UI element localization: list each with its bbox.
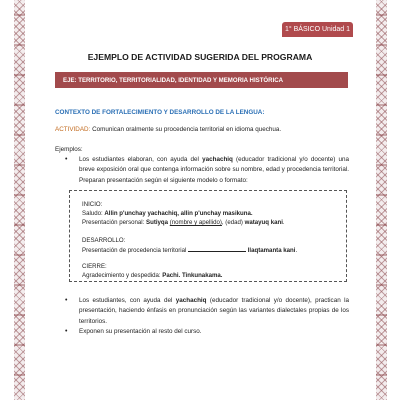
eje-text: EJE: TERRITORIO, TERRITORIALIDAD, IDENTIDAD Y MEMORIA HISTÓRICA — [63, 76, 284, 84]
activity-text: Comunican oralmente su procedencia territorial en idioma quechua. — [90, 126, 282, 133]
presentacion-line — [82, 218, 285, 228]
term-yachachiq: yachachiq — [202, 156, 233, 163]
term-yachachiq: yachachiq — [175, 297, 207, 304]
eje-banner — [55, 72, 348, 88]
text-segment: . — [295, 247, 298, 254]
saludo-text: Allin p'unchay yachachiq, allin p'unchay masikuna. — [104, 210, 253, 217]
despedida-line — [82, 271, 222, 281]
examples-label: Ejemplos: — [55, 146, 83, 153]
presentation-model-box — [69, 190, 347, 282]
bullet-icon: • — [65, 328, 68, 335]
decorative-border-left — [14, 0, 25, 400]
activity-label: ACTIVIDAD: — [55, 126, 91, 133]
bullet-icon: • — [65, 297, 68, 304]
text-segment: Los estudiantes, con ayuda del — [79, 297, 176, 304]
procedencia-line — [82, 245, 297, 256]
cierre-label: CIERRE: — [82, 263, 107, 270]
list-item-text — [79, 155, 349, 186]
text-segment: (educador tradicional y/o docente) una breve exposición oral que contenga información sobre su nombre, edad y procedencia territorial. Preparan presentación según el siguiente modelo o formato: — [79, 156, 350, 184]
sutiyqa-text: Sutiyqa — [146, 219, 169, 226]
blank-line — [188, 245, 246, 252]
despedida-label: Agradecimiento y despedida: — [82, 272, 163, 279]
text-segment: Los estudiantes elaboran, con ayuda del — [79, 156, 203, 163]
bullet-icon: • — [65, 156, 68, 163]
activity-line — [55, 126, 281, 133]
page-title: EJEMPLO DE ACTIVIDAD SUGERIDA DEL PROGRAMA — [87, 52, 313, 62]
text-segment: (educador tradicional y/o docente), practican la presentación, haciendo énfasis en pronunciación según las variantes dialectales propias de los territorios. — [79, 297, 349, 325]
saludo-label: Saludo: — [82, 210, 105, 217]
edad-placeholder: , (edad) — [221, 219, 245, 226]
list-item-text: Exponen su presentación al resto del curso. — [79, 328, 202, 335]
decorative-border-right — [376, 0, 387, 400]
llaqtamanta-text: llaqtamanta kani — [246, 247, 296, 254]
context-heading: CONTEXTO DE FORTALECIMIENTO Y DESARROLLO DE LA LENGUA: — [55, 109, 265, 116]
watayuq-text: watayuq kani — [244, 219, 283, 226]
desarrollo-label: DESARROLLO: — [82, 237, 126, 244]
list-item-text — [79, 296, 349, 327]
unit-badge: 1° BÁSICO Unidad 1 — [282, 22, 353, 37]
nombre-placeholder: (nombre y apellido) — [169, 219, 222, 226]
inicio-label: INICIO: — [82, 201, 103, 208]
procedencia-label: Presentación de procedencia territorial — [82, 247, 189, 254]
presentacion-label: Presentación personal: — [82, 219, 147, 226]
despedida-text: Pachi. Tinkunakama. — [162, 272, 223, 279]
text-segment: . — [282, 219, 285, 226]
